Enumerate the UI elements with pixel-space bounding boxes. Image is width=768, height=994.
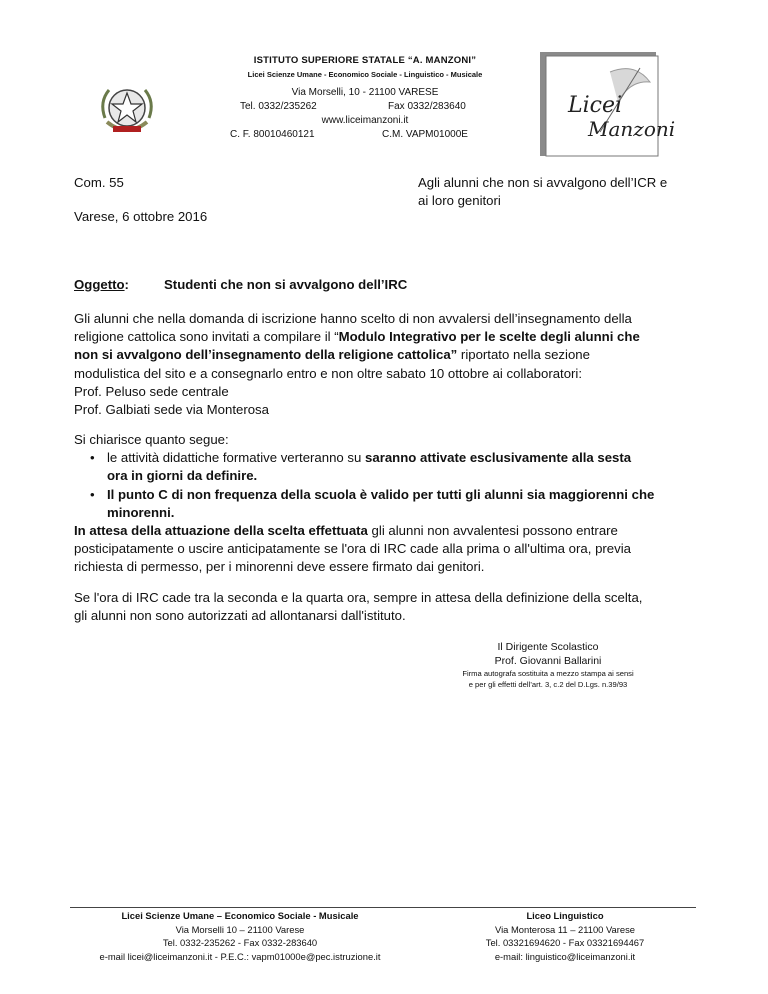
subject-label: [74, 276, 129, 294]
p3-line-3: richiesta di permesso, per i minorenni deve essere firmato dai genitori.: [74, 559, 485, 575]
p1-line-3: [74, 346, 714, 364]
p2-intro: Si chiarisce quanto segue:: [74, 432, 229, 447]
p1-line-2-a: religione cattolica sono invitati a compilare il “: [74, 329, 339, 345]
logo-text-licei: Licei: [568, 93, 623, 118]
school-fax: Fax 0332/283640: [388, 101, 466, 112]
bullet-item-1: [74, 449, 714, 485]
p1-line-3-a: non si avvalgono dell’insegnamento della religione cattolica”: [74, 347, 458, 363]
p1-line-5: Prof. Peluso sede centrale: [74, 383, 229, 399]
p4-line-1: Se l'ora di IRC cade tra la seconda e la quarta ora, sempre in attesa della definizione della scelta,: [74, 590, 643, 605]
p3-line-1-a: In attesa della attuazione della scelta effettuata: [74, 523, 368, 539]
footer-right-mail[interactable]: e-mail: linguistico@liceimanzoni.it: [494, 950, 636, 962]
signature-block: [398, 640, 698, 690]
signature-note-1: Firma autografa sostituita a mezzo stampa ai sensi: [462, 669, 634, 678]
subject-colon: :: [124, 277, 129, 292]
p1-line-4: modulistica del sito e a consegnarlo entro e non oltre sabato 10 ottobre ai collaboratori:: [74, 365, 583, 381]
p1-line-1: Gli alunni che nella domanda di iscrizione hanno scelto di non avvalersi dell’insegnamento della: [74, 311, 632, 326]
recipients-line-1: Agli alunni che non si avvalgono dell’ICR e: [418, 175, 668, 190]
bullet-item-2: [74, 486, 714, 522]
footer-left-tel: Tel. 0332-235262 - Fax 0332-283640: [162, 937, 318, 948]
p4-line-2: gli alunni non sono autorizzati ad allontanarsi dall'istituto.: [74, 608, 406, 624]
footer-right-tel: Tel. 03321694620 - Fax 03321694467: [485, 937, 645, 948]
p3-line-1-b: gli alunni non avvalentesi possono entrare: [367, 523, 618, 539]
subject-label-text: Oggetto: [74, 277, 125, 292]
p1-line-2: [74, 328, 714, 346]
school-website[interactable]: www.liceimanzoni.it: [321, 115, 409, 126]
bullet-1-c: ora in giorni da definire.: [107, 468, 258, 484]
recipients-line-2: ai loro genitori: [418, 193, 501, 208]
paragraph-2: [74, 431, 714, 577]
footer-left-title: Licei Scienze Umane – Economico Sociale - Musicale: [121, 910, 359, 921]
place-date: Varese, 6 ottobre 2016: [74, 209, 208, 224]
bullet-2-b: minorenni.: [107, 504, 175, 520]
footer-left-mail[interactable]: e-mail licei@liceimanzoni.it - P.E.C.: vapm01000e@pec.istruzione.it: [99, 950, 381, 962]
bullet-1-a: le attività didattiche formative verteranno su: [107, 450, 366, 466]
paragraph-4: [74, 589, 714, 625]
bullet-1-b: saranno attivate esclusivamente alla sesta: [365, 450, 632, 466]
footer-right: [440, 909, 690, 963]
footer-right-address: Via Monterosa 11 – 21100 Varese: [494, 923, 636, 935]
footer-left: [60, 909, 420, 963]
paragraph-1: [74, 310, 714, 419]
p1-line-2-b: Modulo Integrativo per le scelte degli alunni che: [338, 329, 640, 345]
school-cf: C. F. 80010460121: [230, 129, 315, 140]
bullet-icon: •: [90, 450, 95, 466]
bullet-2-a: Il punto C di non frequenza della scuola è valido per tutti gli alunni sia maggiorenni che: [107, 486, 655, 502]
school-subtitle: Licei Scienze Umane - Economico Sociale - Linguistico - Musicale: [247, 70, 483, 79]
school-name: ISTITUTO SUPERIORE STATALE “A. MANZONI”: [253, 55, 477, 66]
bullet-list: [74, 449, 714, 522]
p1-line-3-b: riportato nella sezione: [457, 347, 590, 363]
school-address: Via Morselli, 10 - 21100 VARESE: [291, 87, 439, 98]
signature-note-2: e per gli effetti dell’art. 3, c.2 del D.Lgs. n.39/93: [468, 680, 628, 689]
signature-name: Prof. Giovanni Ballarini: [494, 655, 602, 667]
bullet-icon: •: [90, 486, 95, 502]
footer-left-address: Via Morselli 10 – 21100 Varese: [175, 923, 305, 935]
italian-republic-emblem: [95, 78, 159, 142]
signature-role: Il Dirigente Scolastico: [497, 641, 599, 653]
p3-line-1: [74, 522, 714, 540]
logo-text-manzoni: Manzoni: [588, 117, 676, 141]
communication-number: Com. 55: [74, 175, 124, 190]
licei-manzoni-logo: [540, 52, 676, 158]
p1-line-6: Prof. Galbiati sede via Monterosa: [74, 402, 269, 418]
footer-divider: [70, 907, 696, 908]
school-cm: C.M. VAPM01000E: [382, 129, 468, 140]
subject-text: Studenti che non si avvalgono dell’IRC: [164, 277, 408, 292]
school-tel: Tel. 0332/235262: [240, 101, 317, 112]
p3-line-2: posticipatamente o uscire anticipatamente se l'ora di IRC cade alla prima o all'ultima ora, previa: [74, 541, 631, 557]
footer-right-title: Liceo Linguistico: [526, 910, 604, 921]
